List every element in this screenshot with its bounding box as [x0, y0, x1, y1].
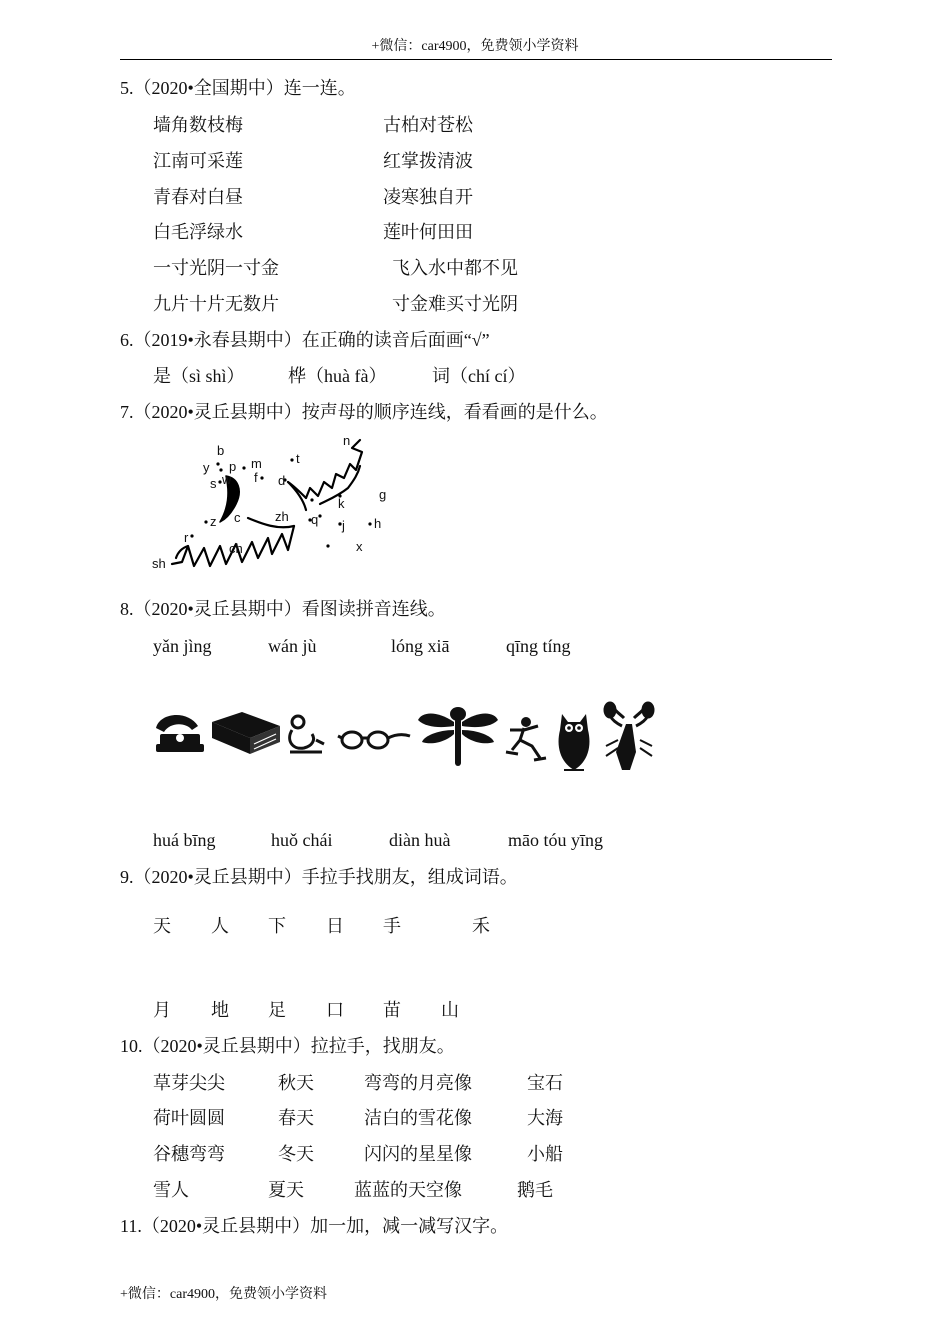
matchbox-icon [212, 712, 280, 754]
q10-col4-item: 小船 [527, 1144, 563, 1164]
q9-char: 禾 [472, 916, 490, 936]
q5-left-item: 白毛浮绿水 [153, 222, 243, 242]
q7-letter: m [251, 456, 262, 471]
owl-icon [559, 714, 590, 770]
q7-letter: x [356, 539, 363, 554]
q8-top-pinyin: lóng xiā [391, 636, 450, 656]
q7-title: 7.（2020•灵丘县期中）按声母的顺序连线，看看画的是什么。 [120, 402, 608, 422]
q5-right-item: 古柏对苍松 [383, 115, 473, 135]
q8-top-pinyin: qīng tíng [506, 636, 571, 656]
telephone-icon [156, 715, 204, 752]
dragonfly-icon [418, 707, 498, 766]
q8-top-pinyin: yǎn jìng [153, 636, 212, 656]
q7-letter: t [296, 451, 300, 466]
q5-left-item: 九片十片无数片 [153, 294, 279, 314]
q9-char: 口 [326, 1000, 344, 1020]
q5-left-item: 青春对白昼 [153, 187, 243, 207]
q8-bottom-pinyin: huǒ chái [271, 830, 333, 850]
q10-col1-item: 雪人 [153, 1180, 189, 1200]
q7-letter: h [374, 516, 382, 531]
q5-right-item: 凌寒独自开 [383, 187, 473, 207]
q10-title: 10.（2020•灵丘县期中）拉拉手，找朋友。 [120, 1036, 455, 1056]
q8-title: 8.（2020•灵丘县期中）看图读拼音连线。 [120, 599, 446, 619]
q10-col3-item: 蓝蓝的天空像 [354, 1180, 462, 1200]
q9-char: 苗 [383, 1000, 401, 1020]
q7-letter: k [338, 496, 345, 511]
q9-char: 天 [153, 916, 171, 936]
q6-item: 桦（huà fà） [288, 366, 387, 386]
q5-title: 5.（2020•全国期中）连一连。 [120, 78, 356, 98]
q10-col3-item: 弯弯的月亮像 [364, 1073, 472, 1093]
q9-char: 地 [211, 1000, 229, 1020]
q5-left-item: 一寸光阴一寸金 [153, 258, 279, 278]
q7-letter: q [311, 512, 319, 527]
header-divider [120, 59, 832, 60]
q9-char: 月 [153, 1000, 171, 1020]
q5-right-item: 红掌拨清波 [383, 151, 473, 171]
q5-right-item: 飞入水中都不见 [392, 258, 518, 278]
toy-icon [290, 716, 324, 752]
page-header: +微信：car4900，免费领小学资料 [371, 39, 579, 54]
q7-letter: f [254, 470, 258, 485]
q9-char: 人 [211, 916, 229, 936]
q10-col4-item: 大海 [527, 1108, 563, 1128]
q5-right-item: 寸金难买寸光阴 [392, 294, 518, 314]
skater-icon [506, 717, 546, 760]
q7-letter: c [234, 510, 241, 525]
q9-char: 下 [268, 916, 286, 936]
q6-item: 是（sì shì） [153, 366, 245, 386]
q10-col2-item: 秋天 [278, 1073, 314, 1093]
q7-letter: g [379, 487, 387, 502]
q7-letter: z [210, 514, 217, 529]
q8-bottom-pinyin: huá bīng [153, 830, 216, 850]
q9-char: 山 [441, 1000, 459, 1020]
q9-char: 足 [268, 1000, 286, 1020]
q7-dot-to-dot-figure [148, 430, 398, 580]
q6-title: 6.（2019•永春县期中）在正确的读音后面画“√” [120, 330, 490, 350]
q7-letter: n [343, 433, 351, 448]
glasses-icon [338, 732, 410, 748]
q9-char: 手 [383, 916, 401, 936]
q10-col4-item: 宝石 [527, 1073, 563, 1093]
q5-right-item: 莲叶何田田 [383, 222, 473, 242]
q8-picture-row [152, 700, 667, 776]
q10-col3-item: 洁白的雪花像 [364, 1108, 472, 1128]
q8-bottom-pinyin: diàn huà [389, 830, 451, 850]
q10-col3-item: 闪闪的星星像 [364, 1144, 472, 1164]
q7-letter: w [222, 472, 232, 487]
q7-letter: ch [229, 541, 243, 556]
q10-col2-item: 夏天 [268, 1180, 304, 1200]
q8-top-pinyin: wán jù [268, 636, 317, 656]
q7-letter: b [217, 443, 225, 458]
q9-title: 9.（2020•灵丘县期中）手拉手找朋友，组成词语。 [120, 867, 518, 887]
q7-letter: r [184, 530, 189, 545]
q6-item: 词（chí cí） [432, 366, 526, 386]
q10-col1-item: 草芽尖尖 [153, 1073, 225, 1093]
q8-bottom-pinyin: māo tóu yīng [508, 830, 603, 850]
q10-col2-item: 春天 [278, 1108, 314, 1128]
q5-left-item: 墙角数枝梅 [153, 115, 243, 135]
q7-letter: s [210, 476, 217, 491]
q7-letter: d [278, 473, 286, 488]
q10-col4-item: 鹅毛 [517, 1180, 553, 1200]
lobster-icon [604, 702, 654, 770]
q7-letter: sh [152, 556, 166, 571]
q5-left-item: 江南可采莲 [153, 151, 243, 171]
q7-letter: y [203, 460, 210, 475]
q9-char: 日 [326, 916, 344, 936]
q7-letter: p [229, 459, 237, 474]
q7-letter: j [342, 518, 345, 533]
q10-col1-item: 荷叶圆圆 [153, 1108, 225, 1128]
page-footer: +微信：car4900，免费领小学资料 [120, 1287, 327, 1302]
q11-title: 11.（2020•灵丘县期中）加一加，减一减写汉字。 [120, 1216, 509, 1236]
q7-letter: zh [275, 509, 289, 524]
q10-col1-item: 谷穗弯弯 [153, 1144, 225, 1164]
q10-col2-item: 冬天 [278, 1144, 314, 1164]
